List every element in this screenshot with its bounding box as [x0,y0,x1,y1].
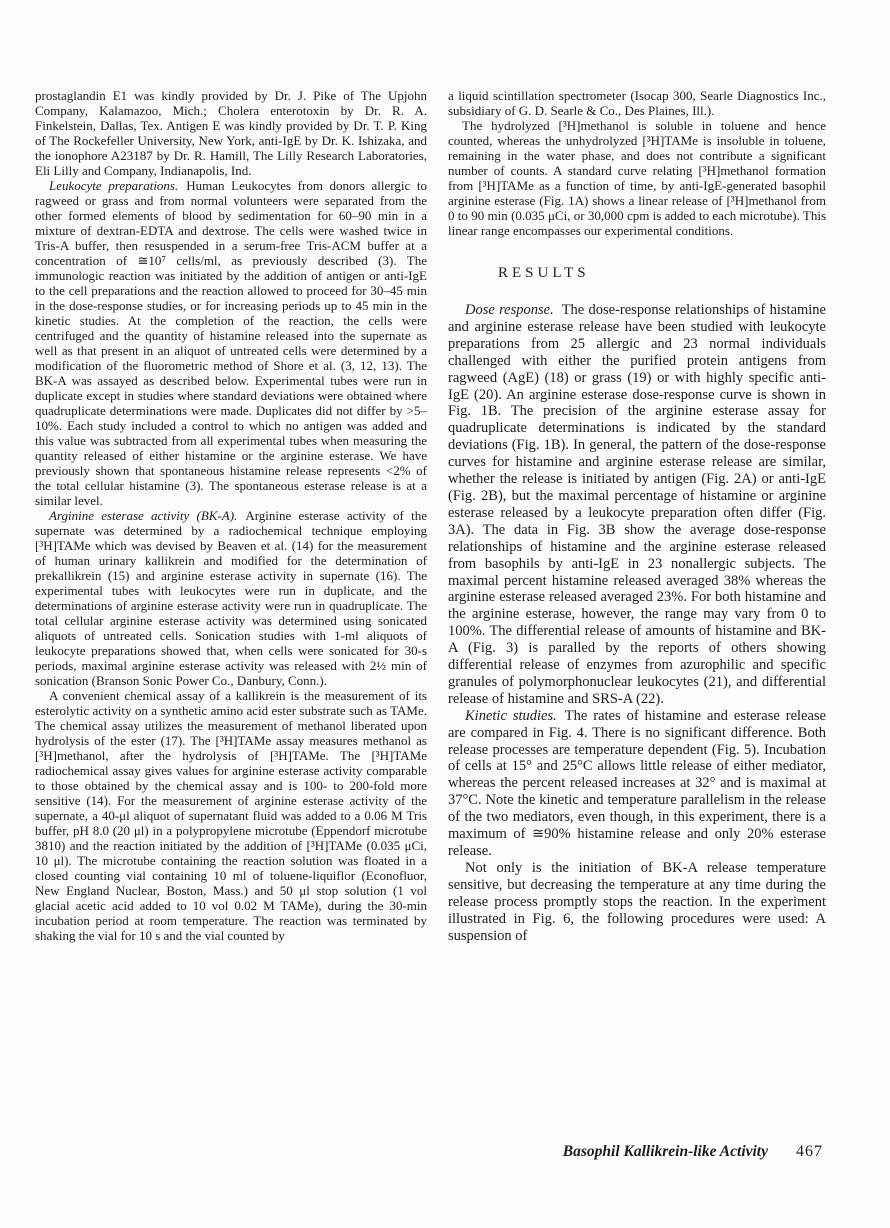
page-footer [448,1143,823,1161]
paragraph-temperature-sensitivity [448,860,826,945]
paragraph-kinetic-studies [448,708,826,860]
paragraph-chemical-assay [35,688,427,943]
paragraph-text: The dose-response relationships of histamine and arginine esterase release have been studied with leukocyte preparations from 25 allergic and 23 normal individuals challenged with either the purified protein antigens from ragweed (AgE) (18) or grass (19) or with highly specific anti-IgE (20). An arginine esterase dose-response curve is shown in Fig. 1B. The precision of the arginine esterase assay for quadruplicate determinations is indicated by the standard deviations (Fig. 1B). In general, the pattern of the dose-response curves for histamine and arginine esterase release are similar, whether the release is initiated by antigen (Fig. 2A) or anti-IgE (Fig. 2B), but the maximal percentage of histamine or arginine esterase released by a leukocyte preparation often differ (Fig. 3A). The data in Fig. 3B show the average dose-response relationships of histamine and the arginine esterase released from basophils by anti-IgE in 23 nonallergic subjects. The maximal percent histamine released averaged 38% whereas the arginine esterase released averaged 23%. For both histamine and the arginine esterase, however, the range may vary from 0 to 100%. The differential release of amounts of histamine and BK-A (Fig. 3) is paralled by the reports of others showing differential release of enzymes from azurophilic and specific granules of polymorphonuclear leukocytes (21), and differential release of histamine and SRS-A (22). [448,302,826,707]
paragraph-leukocyte-preparations [35,178,427,508]
paragraph-text: Human Leukocytes from donors allergic to ragweed or grass and from normal volunteers were separated from the other formed elements of blood by sedimentation for 60–90 min in a mixture of dextran-EDTA and dextrose. The cells were washed twice in Tris-A buffer, then resuspended in a serum-free Tris-ACM buffer at a concentration of ≅10⁷ cells/ml, as previously described (3). The immunologic reaction was initiated by the addition of antigen or anti-IgE to the cell preparations and the reaction allowed to proceed for 30–45 min in the dose-response studies, or for increasing periods up to 45 min in the kinetic studies. At the completion of the reaction, the cells were centrifuged and the quantity of histamine released into the supernate as well as that present in an aliquot of untreated cells were determined by a modification of the fluorometric method of Shore et al. (3, 12, 13). The BK-A was assayed as described below. Experimental tubes were run in duplicate except in studies where standard deviations were obtained where quadruplicate determinations were made. Duplicates did not differ by >5–10%. Each study included a control to which no antigen was added and this value was subtracted from all experimental tubes when measuring the quantity released of either histamine or the arginine esterase. We have previously shown that spontaneous histamine release represents <2% of the total cellular histamine (3). The spontaneous esterase release is at a similar level. [35,178,427,508]
paragraph-text: a liquid scintillation spectrometer (Isocap 300, Searle Diagnostics Inc., subsidiary of G. D. Searle & Co., Des Plaines, Ill.). [448,88,826,118]
page-number: 467 [796,1143,823,1160]
left-column [35,88,427,943]
paragraph-methods-acknowledgement [35,88,427,178]
paragraph-text: Arginine esterase activity of the supernate was determined by a radiochemical technique employing [³H]TAMe which was devised by Beaven et al. (14) for the measurement of human urinary kallikrein and modified for the determination of prekallikrein (15) and arginine esterase activity in supernate (16). The experimental tubes with leukocytes were run in duplicate, and the determinations of arginine esterase activity were run in quadruplicate. The total cellular arginine esterase activity was determined using sonicated aliquots of untreated cells. Sonication studies with 1-ml aliquots of leukocyte preparations showed that, when cells were sonicated for 30-s periods, maximal arginine esterase activity was released with 2½ min of sonication (Branson Sonic Power Co., Danbury, Conn.). [35,508,427,688]
running-title: Basophil Kallikrein-like Activity [562,1143,768,1160]
paragraph-lead-italic: Leukocyte preparations. [49,178,179,193]
paragraph-hydrolyzed-methanol [448,118,826,238]
paragraph-text: prostaglandin E1 was kindly provided by Dr. J. Pike of The Upjohn Company, Kalamazoo, Mich.; Cholera enterotoxin by Dr. R. A. Finkelstein, Dallas, Tex. Antigen E was kindly provided by Dr. T. P. King of The Rockefeller University, New York, anti-IgE by Dr. K. Ishizaka, and the ionophore A23187 by Dr. R. Hamill, The Lilly Research Laboratories, Eli Lilly and Company, Indianapolis, Ind. [35,88,427,178]
paragraph-text: The hydrolyzed [³H]methanol is soluble in toluene and hence counted, whereas the unhydrolyzed [³H]TAMe is insoluble in toluene, remaining in the water phase, and does not contribute a significant number of counts. A standard curve relating [³H]methanol formation from [³H]TAMe as a function of time, by anti-IgE-generated basophil arginine esterase (Fig. 1A) shows a linear release of [³H]methanol from 0 to 90 min (0.035 μCi, or 30,000 cpm is added to each microtube). This linear range encompasses our experimental conditions. [448,118,826,238]
paragraph-dose-response [448,302,826,708]
right-column-methods-continued [448,88,826,238]
paragraph-lead-italic: Dose response. [465,302,554,318]
results-section-heading: RESULTS [498,265,590,281]
paragraph-scintillation [448,88,826,118]
right-column [448,88,826,944]
paragraph-text: The rates of histamine and esterase release are compared in Fig. 4. There is no significant difference. Both release processes are temperature dependent (Fig. 5). Incubation of cells at 15° and 25°C allows little release of either mediator, whereas the percent released increases at 32° and is maximal at 37°C. Note the kinetic and temperature parallelism in the release of the two mediators, even though, in this experiment, there is a maximum of ≅90% histamine release and only 20% esterase release. [448,707,826,859]
paragraph-text: Not only is the initiation of BK-A release temperature sensitive, but decreasing the temperature at any time during the release process promptly stops the reaction. In the experiment illustrated in Fig. 6, the following procedures were used: A suspension of [448,859,826,944]
right-column-results [448,302,826,944]
paragraph-text: A convenient chemical assay of a kallikrein is the measurement of its esterolytic activity on a synthetic amino acid ester substrate such as TAMe. The chemical assay utilizes the measurement of methanol liberated upon hydrolysis of the ester (17). The [³H]TAMe assay measures methanol as [³H]methanol, after the hydrolysis of [³H]TAMe. The [³H]TAMe radiochemical assay gives values for arginine esterase activity comparable to those obtained by the chemical assay and is 100- to 200-fold more sensitive (14). For the measurement of arginine esterase activity of the supernate, a 40-μl aliquot of supernatant fluid was added to a 0.06 M Tris buffer, pH 8.0 (20 μl) in a polypropylene microtube (Eppendorf microtube 3810) and the reaction initiated by the addition of [³H]TAMe (0.035 μCi, 10 μl). The microtube containing the reaction solution was floated in a closed counting vial containing 10 ml of toluene-liquiflor (Econofluor, New England Nuclear, Boston, Mass.) and 50 μl stop solution (1 vol glacial acetic acid added to 10 vol 0.02 M TAMe), during the 30-min incubation period at room temperature. The reaction was terminated by shaking the vial for 10 s and the vial counted by [35,688,427,943]
paragraph-lead-italic: Kinetic studies. [465,707,557,724]
paragraph-lead-italic: Arginine esterase activity (BK-A). [49,508,238,523]
paragraph-arginine-esterase-activity [35,508,427,688]
